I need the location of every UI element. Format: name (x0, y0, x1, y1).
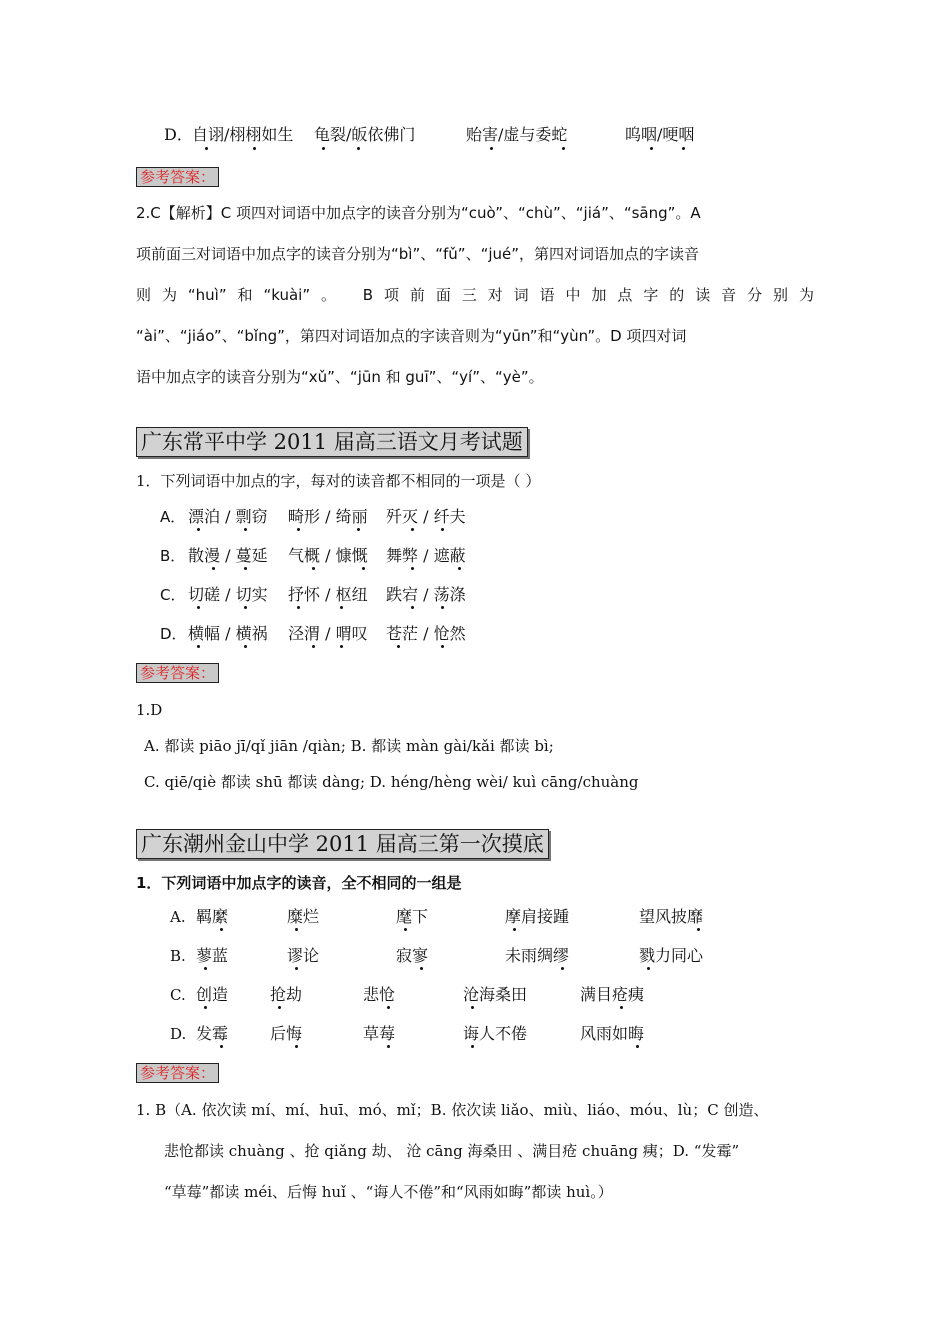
emphasis-dot (205, 147, 208, 150)
emphasis-dot (561, 967, 564, 970)
explanation-line: “ài”、“jiáo”、“bǐng”，第四对词语加点的字读音则为“yūn”和“yùn”。D 项四对词 (136, 327, 687, 345)
emphasis-dot (204, 967, 207, 970)
option-group: 横幅 / 横祸 (188, 624, 268, 643)
emphasis-dot (471, 1045, 474, 1048)
answer-label: 参考答案： (136, 1063, 219, 1083)
emphasis-dot (212, 567, 215, 570)
emphasis-dot (697, 928, 700, 931)
emphasis-dot (411, 528, 414, 531)
option-word: 望风披靡 (639, 907, 704, 926)
option-group: 呜咽/哽咽 (625, 125, 695, 144)
answer-value: 1.D (136, 701, 163, 719)
option-group: 歼灭 / 纤夫 (386, 507, 466, 526)
option-label: B. (170, 947, 186, 965)
option-label: A. (170, 908, 186, 926)
option-word: 诲人不倦 (463, 1024, 528, 1043)
emphasis-dot (244, 606, 247, 609)
section-title: 广东常平中学 2011 届高三语文月考试题 (136, 427, 528, 457)
option-word: 蓼蓝 (196, 946, 229, 965)
emphasis-dot (204, 1006, 207, 1009)
answer-label: 参考答案： (136, 663, 219, 683)
answer-label: 参考答案： (136, 167, 219, 187)
option-word: 创造 (196, 985, 229, 1004)
emphasis-dot (387, 1045, 390, 1048)
emphasis-dot (312, 567, 315, 570)
explanation-line: 项前面三对词语中加点字的读音分别为“bì”、“fǔ”、“jué”，第四对词语加点的字读音 (136, 245, 700, 263)
option-group: 苍茫 / 怆然 (386, 624, 466, 643)
explanation-line: 2.C【解析】C 项四对词语中加点字的读音分别为“cuò”、“chù”、“jiá”、“sāng”。A (136, 204, 701, 222)
emphasis-dot (278, 1006, 281, 1009)
emphasis-dot (420, 967, 423, 970)
option-group: 切磋 / 切实 (188, 585, 268, 604)
emphasis-dot (387, 1006, 390, 1009)
emphasis-dot (340, 645, 343, 648)
emphasis-dot (404, 928, 407, 931)
option-word: 沧海桑田 (463, 985, 528, 1004)
option-label: C． (160, 586, 186, 604)
emphasis-dot (197, 645, 200, 648)
question-stem-text: 1．下列词语中加点字的读音，全不相同的一组是 (136, 874, 462, 892)
option-label: B． (160, 547, 186, 565)
question-stem: 1．下列词语中加点的字，每对的读音都不相同的一项是（ ） (136, 472, 541, 490)
emphasis-dot (244, 567, 247, 570)
answer-note: C. qiē/qiè 都读 shū 都读 dàng; D. héng/hèng wèi/ kuì cāng/chuàng (144, 773, 639, 791)
option-label: D. (170, 1025, 187, 1043)
option-word: 草莓 (363, 1024, 396, 1043)
emphasis-dot (312, 645, 315, 648)
option-group: 舞弊 / 遮蔽 (386, 546, 466, 565)
option-word: 抢劫 (270, 985, 303, 1004)
emphasis-dot (357, 147, 360, 150)
emphasis-dot (682, 147, 685, 150)
emphasis-dot (636, 1045, 639, 1048)
emphasis-dot (458, 567, 461, 570)
option-word: 发霉 (196, 1024, 229, 1043)
emphasis-dot (397, 645, 400, 648)
option-group: 龟裂/皈依佛门 (314, 125, 416, 144)
option-word: 麾下 (396, 907, 429, 926)
option-word: 糜烂 (287, 907, 320, 926)
option-label: D． (160, 625, 187, 643)
emphasis-dot (297, 606, 300, 609)
emphasis-dot (340, 606, 343, 609)
option-word: 后悔 (270, 1024, 303, 1043)
explanation-line: 悲怆都读 chuàng 、抢 qiǎng 劫、 沧 cāng 海桑田 、满目疮 chuāng 痍；D. “发霉” (164, 1142, 740, 1160)
option-word: 摩肩接踵 (505, 907, 570, 926)
emphasis-dot (297, 528, 300, 531)
answer-note: A. 都读 piāo jī/qǐ jiān /qiàn; B. 都读 màn gài/kǎi 都读 bì; (144, 737, 554, 755)
emphasis-dot (411, 567, 414, 570)
explanation-line: 语中加点字的读音分别为“xǔ”、“jūn 和 guī”、“yí”、“yè”。 (136, 368, 544, 386)
option-label: C. (170, 986, 186, 1004)
emphasis-dot (322, 147, 325, 150)
option-group: 漂泊 / 剽窃 (188, 507, 268, 526)
emphasis-dot (650, 147, 653, 150)
option-word: 羁縻 (196, 907, 229, 926)
option-word: 满目疮痍 (580, 985, 645, 1004)
emphasis-dot (220, 928, 223, 931)
emphasis-dot (411, 606, 414, 609)
question-stem (136, 872, 461, 894)
option-group: 贻害/虚与委蛇 (466, 125, 568, 144)
emphasis-dot (197, 528, 200, 531)
emphasis-dot (562, 147, 565, 150)
emphasis-dot (620, 1006, 623, 1009)
emphasis-dot (441, 645, 444, 648)
emphasis-dot (513, 928, 516, 931)
emphasis-dot (357, 528, 360, 531)
option-group: 跌宕 / 荡涤 (386, 585, 466, 604)
option-word: 未雨绸缪 (505, 946, 570, 965)
emphasis-dot (295, 967, 298, 970)
option-group: 泾渭 / 喟叹 (288, 624, 368, 643)
emphasis-dot (441, 606, 444, 609)
option-group: 自诩/栩栩如生 (192, 125, 294, 144)
option-word: 风雨如晦 (580, 1024, 645, 1043)
emphasis-dot (362, 567, 365, 570)
emphasis-dot (244, 528, 247, 531)
emphasis-dot (441, 528, 444, 531)
emphasis-dot (197, 606, 200, 609)
option-group: 畸形 / 绮丽 (288, 507, 368, 526)
explanation-line: 1. B（A. 依次读 mí、mí、huī、mó、mǐ；B. 依次读 liǎo、miù、liáo、móu、lù；C 创造、 (136, 1101, 769, 1119)
emphasis-dot (490, 147, 493, 150)
option-label: D． (164, 125, 193, 144)
option-word: 寂寥 (396, 946, 429, 965)
explanation-line: “草莓”都读 méi、后悔 huǐ 、“诲人不倦”和“风雨如晦”都读 huì。） (164, 1183, 613, 1201)
explanation-line: 则为“huì”和“kuài”。 B项前面三对词语中加点字的读音分别为 (136, 286, 814, 304)
emphasis-dot (244, 645, 247, 648)
option-group: 气概 / 慷慨 (288, 546, 368, 565)
emphasis-dot (471, 1006, 474, 1009)
option-word: 戮力同心 (639, 946, 704, 965)
section-title: 广东潮州金山中学 2011 届高三第一次摸底 (136, 829, 549, 859)
emphasis-dot (220, 1045, 223, 1048)
emphasis-dot (647, 967, 650, 970)
option-group: 散漫 / 蔓延 (188, 546, 268, 565)
option-word: 悲怆 (363, 985, 396, 1004)
emphasis-dot (295, 1045, 298, 1048)
option-word: 谬论 (287, 946, 320, 965)
option-group: 抒怀 / 枢纽 (288, 585, 368, 604)
option-label: A． (160, 508, 186, 526)
emphasis-dot (295, 928, 298, 931)
emphasis-dot (253, 147, 256, 150)
